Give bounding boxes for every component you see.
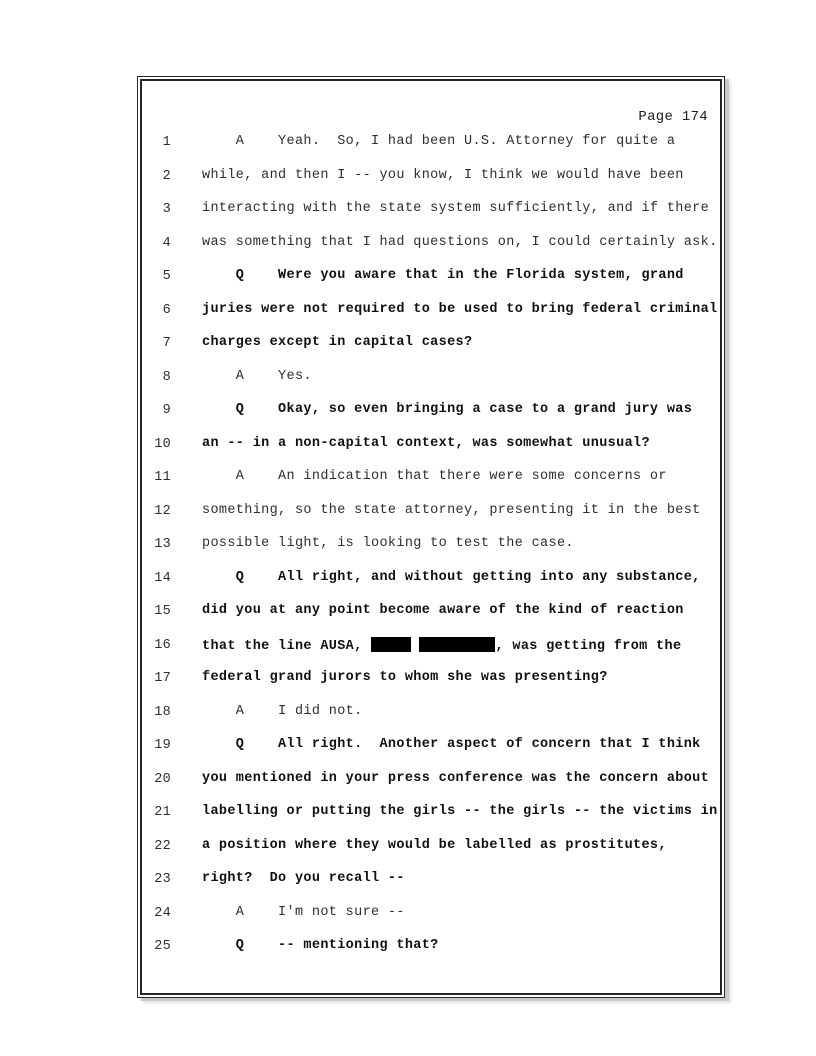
line-text: Q All right. Another aspect of concern that I think — [202, 737, 701, 752]
transcript-line — [142, 637, 720, 671]
transcript-line — [142, 670, 720, 704]
line-number: 8 — [162, 369, 171, 385]
line-number: 4 — [162, 235, 171, 251]
transcript-frame-inner-border — [140, 79, 722, 995]
line-text: Q All right, and without getting into any substance, — [202, 569, 701, 585]
transcript-line — [142, 871, 720, 905]
line-number: 5 — [162, 269, 171, 284]
page-number: Page 174 — [638, 109, 708, 125]
line-text: a position where they would be labelled as prostitutes, — [202, 837, 667, 853]
line-number: 25 — [154, 939, 171, 954]
line-text: was something that I had questions on, I could certainly ask. — [202, 234, 718, 250]
line-number: 15 — [154, 604, 171, 619]
line-number: 13 — [154, 537, 171, 552]
transcript-line — [142, 905, 720, 939]
line-text: Q Were you aware that in the Florida system, grand — [202, 268, 684, 283]
line-number: 2 — [162, 168, 171, 184]
transcript-line — [142, 838, 720, 872]
line-text: something, so the state attorney, presenting it in the best — [202, 502, 701, 518]
transcript-lines — [142, 134, 720, 972]
transcript-line — [142, 737, 720, 771]
transcript-line — [142, 134, 720, 168]
transcript-line — [142, 938, 720, 972]
line-text: possible light, is looking to test the case. — [202, 536, 574, 551]
line-text: did you at any point become aware of the kind of reaction — [202, 603, 684, 618]
transcript-line — [142, 804, 720, 838]
redaction-bar — [371, 637, 411, 652]
line-text: you mentioned in your press conference was the concern about — [202, 770, 710, 786]
line-number: 1 — [162, 135, 171, 150]
line-number: 3 — [162, 202, 171, 217]
line-number: 11 — [154, 470, 171, 485]
line-number: 7 — [162, 336, 171, 351]
transcript-line — [142, 570, 720, 604]
line-number: 19 — [154, 738, 171, 753]
transcript-line — [142, 603, 720, 637]
line-text: A I did not. — [202, 703, 363, 719]
line-text: Q Okay, so even bringing a case to a grand jury was — [202, 402, 693, 417]
line-number: 24 — [154, 905, 171, 921]
line-number: 18 — [154, 704, 171, 720]
line-number: 22 — [154, 838, 171, 854]
line-text: while, and then I -- you know, I think we would have been — [202, 167, 684, 183]
transcript-line — [142, 436, 720, 470]
line-text: labelling or putting the girls -- the girls -- the victims in — [202, 804, 718, 819]
transcript-line — [142, 469, 720, 503]
transcript-line — [142, 503, 720, 537]
transcript-line — [142, 268, 720, 302]
transcript-line — [142, 335, 720, 369]
line-number: 17 — [154, 671, 171, 686]
line-number: 23 — [154, 872, 171, 887]
line-text: A Yeah. So, I had been U.S. Attorney for quite a — [202, 134, 676, 149]
line-number: 16 — [154, 637, 171, 653]
line-number: 21 — [154, 805, 171, 820]
line-number: 20 — [154, 771, 171, 787]
transcript-line — [142, 302, 720, 336]
transcript-line — [142, 771, 720, 805]
line-text: charges except in capital cases? — [202, 335, 473, 350]
transcript-line — [142, 369, 720, 403]
line-number: 6 — [162, 302, 171, 318]
transcript-line — [142, 402, 720, 436]
line-number: 9 — [162, 403, 171, 418]
redaction-bar — [419, 637, 495, 652]
line-number: 14 — [154, 570, 171, 586]
transcript-line — [142, 201, 720, 235]
transcript-line — [142, 235, 720, 269]
line-text: A Yes. — [202, 368, 312, 384]
transcript-line — [142, 704, 720, 738]
transcript-line — [142, 168, 720, 202]
line-text: A I'm not sure -- — [202, 904, 405, 920]
line-text: A An indication that there were some concerns or — [202, 469, 667, 484]
line-text: right? Do you recall -- — [202, 871, 405, 886]
line-text: interacting with the state system sufficiently, and if there — [202, 201, 710, 216]
line-text: federal grand jurors to whom she was presenting? — [202, 670, 608, 685]
line-number: 10 — [154, 436, 171, 452]
transcript-frame — [137, 76, 725, 998]
line-text: juries were not required to be used to bring federal criminal — [202, 301, 718, 317]
line-text: an -- in a non-capital context, was somewhat unusual? — [202, 435, 650, 451]
transcript-line — [142, 536, 720, 570]
line-text: that the line AUSA, , was getting from the — [202, 638, 682, 654]
line-number: 12 — [154, 503, 171, 519]
line-text: Q -- mentioning that? — [202, 938, 439, 953]
